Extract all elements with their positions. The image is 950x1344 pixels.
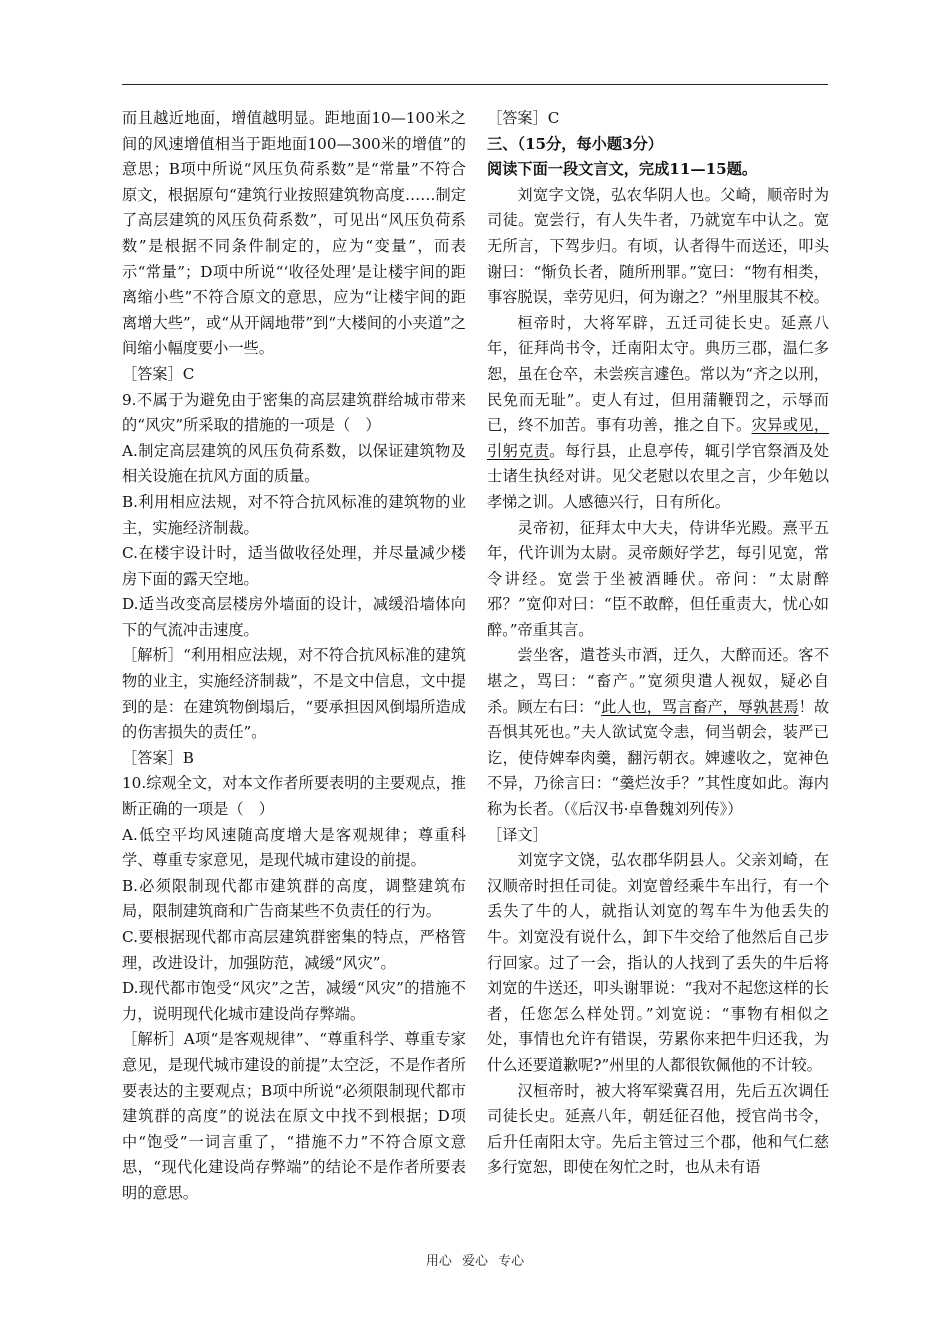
footer-word-2: 爱心 — [461, 1254, 488, 1269]
analysis-q10: ［解析］A项“是客观规律”、“尊重科学、尊重专家意见，是现代城市建设的前提”太空泛，不是作者所要表达的主要观点；B项中所说“必须限制现代都市建筑群的高度”的说法在原文中找不到根据；D项中“饱受”一词言重了，“措施不力”不符合原文意思，“现代化建设尚存弊端”的结论不是作者所要表明的意思。 — [122, 1030, 466, 1202]
footer-word-1: 用心 — [425, 1254, 452, 1269]
para-2-text-b: 。每行县，止息亭传，辄引学官祭酒及处士诸生执经对讲。见父老慰以农里之言，少年勉以孝悌之训。人感德兴行，日有所化。 — [487, 441, 829, 511]
underlined-sentence-2: 此人也，骂言畜产，辱孰甚焉 — [601, 697, 799, 716]
classical-text-para-1: 刘宽字文饶，弘农华阴人也。父崎，顺帝时为司徒。宽尝行，有人失牛者，乃就宽车中认之。宽无所言，下驾步归。有顷，认者得牛而送还，叩头谢曰：“惭负长者，随所刑罪。”宽曰：“物有相类，事容脱误，幸劳见归，何为谢之？”州里服其不校。 — [487, 185, 829, 307]
question-10-option-b: B.必须限制现代都市建筑群的高度，调整建筑布局，限制建筑商和广告商某些不负责任的行为。 — [122, 876, 466, 921]
classical-text-para-4 — [487, 643, 829, 822]
page-footer — [0, 1250, 950, 1269]
para-4-text-a: 尝坐客，遣苍头市酒，迂久，大醉而还。客不堪之，骂曰：“畜产。”宽须臾遣人视奴，疑必自杀。顾左右曰：“ — [487, 646, 829, 716]
footer-word-3: 专心 — [498, 1254, 525, 1269]
translation-para-2: 汉桓帝时，被大将军梁冀召用，先后五次调任司徒长史。延熹八年，朝廷征召他，授官尚书令，后升任南阳太守。先后主管过三个郡，他和气仁慈多行宽恕，即使在匆忙之时，也从未有语 — [487, 1081, 829, 1177]
classical-text-para-3: 灵帝初，征拜太中大夫，侍讲华光殿。熹平五年，代许训为太尉。灵帝颇好学艺，每引见宽，常令讲经。宽尝于坐被酒睡伏。帝问：“太尉醉邪？”宽仰对曰：“臣不敢醉，但任重责大，忧心如醉。”帝重其言。 — [487, 518, 829, 639]
reading-instruction: 阅读下面一段文言文，完成11—15题。 — [487, 160, 758, 179]
answer-q9: ［答案］B — [122, 748, 194, 767]
question-9-option-c: C.在楼宇设计时，适当做收径处理，并尽量减少楼房下面的露天空地。 — [122, 544, 466, 588]
question-9-stem: 9.不属于为避免由于密集的高层建筑群给城市带来的“风灾”所采取的措施的一项是（ ） — [122, 390, 466, 435]
answer-q10: ［答案］C — [487, 109, 560, 127]
question-9-option-d: D.适当改变高层楼房外墙面的设计，减缓沿墙体向下的气流冲击速度。 — [122, 595, 466, 639]
analysis-q9: ［解析］“利用相应法规，对不符合抗风标准的建筑物的业主，实施经济制裁”，不是文中信息，文中提到的是：在建筑物倒塌后，“要承担因风倒塌所造成的伤害损失的责任”。 — [122, 646, 466, 742]
section-title: 三、（15分，每小题3分） — [487, 134, 663, 153]
translation-label: ［译文］ — [487, 825, 548, 844]
answer-q8: ［答案］C — [122, 364, 195, 383]
para-2-text-a: 桓帝时，大将军辟，五迁司徒长史。延熹八年，征拜尚书令，迁南阳太守。典历三郡，温仁多恕，虽在仓卒，未尝疾言遽色。常以为“齐之以刑，民免而无耻”。吏人有过，但用蒲鞭罚之，示辱而已，终不加苦。事有功善，推之自下。 — [487, 313, 829, 435]
header-rule — [122, 84, 828, 85]
para-4-text-b: ！故吾惧其死也。”夫人欲试宽令恚，伺当朝会，装严已讫，使侍婢奉肉羹，翻污朝衣。婢遽收之，宽神色不异，乃徐言曰：“羹烂汝手？”其性度如此。海内称为长者。（《后汉书·卓鲁魏刘列传》） — [487, 697, 830, 819]
translation-para-1: 刘宽字文饶，弘农郡华阴县人。父亲刘崎，在汉顺帝时担任司徒。刘宽曾经乘牛车出行，有一个丢失了牛的人，就指认刘宽的驾车牛为他丢失的牛。刘宽没有说什么，卸下牛交给了他然后自己步行回家。过了一会，指认的人找到了丢失的牛后将刘宽的牛送还，叩头谢罪说：“我对不起您这样的长者，任您怎么样处罚。”刘宽说：“事物有相似之处，事情也允许有错误，劳累你来把牛归还我，为什么还要道歉呢?”州里的人都很钦佩他的不计较。 — [487, 851, 829, 1074]
analysis-q8-continued: 而且越近地面，增值越明显。距地面10—100米之间的风速增值相当于距地面100—300米的增值”的意思；B项中所说“风压负荷系数”是“常量”不符合原文，根据原句“建筑行业按照建筑物高度……制定了高层建筑的风压负荷系数”，可见出“风压负荷系数”是根据不同条件制定的，应为“变量”，而表示“常量”；D项中所说“‘收径处理’是让楼宇间的距离缩小些”不符合原文的意思，应为“让楼宇间的距离增大些”，或“从开阔地带”到“大楼间的小夹道”之间缩小幅度要小一些。 — [122, 109, 466, 358]
question-9-option-a: A.制定高层建筑的风压负荷系数，以保证建筑物及相关设施在抗风方面的质量。 — [122, 441, 466, 486]
question-10-option-c: C.要根据现代都市高层建筑群密集的特点，严格管理，改进设计，加强防范，减缓“风灾”。 — [122, 928, 466, 972]
question-9-option-b: B.利用相应法规，对不符合抗风标准的建筑物的业主，实施经济制裁。 — [122, 492, 466, 537]
underlined-sentence-1: 灾异或见，引躬克责 — [487, 416, 829, 460]
question-10-stem: 10.综观全文，对本文作者所要表明的主要观点，推断正确的一项是（ ） — [122, 774, 466, 819]
classical-text-para-2 — [487, 311, 829, 516]
question-10-option-a: A.低空平均风速随高度增大是客观规律；尊重科学、尊重专家意见，是现代城市建设的前提。 — [122, 825, 466, 870]
question-10-option-d: D.现代都市饱受“风灾”之苦，减缓“风灾”的措施不力，说明现代化城市建设尚存弊端。 — [122, 979, 466, 1023]
left-column — [122, 106, 466, 1207]
right-column — [487, 106, 829, 1181]
